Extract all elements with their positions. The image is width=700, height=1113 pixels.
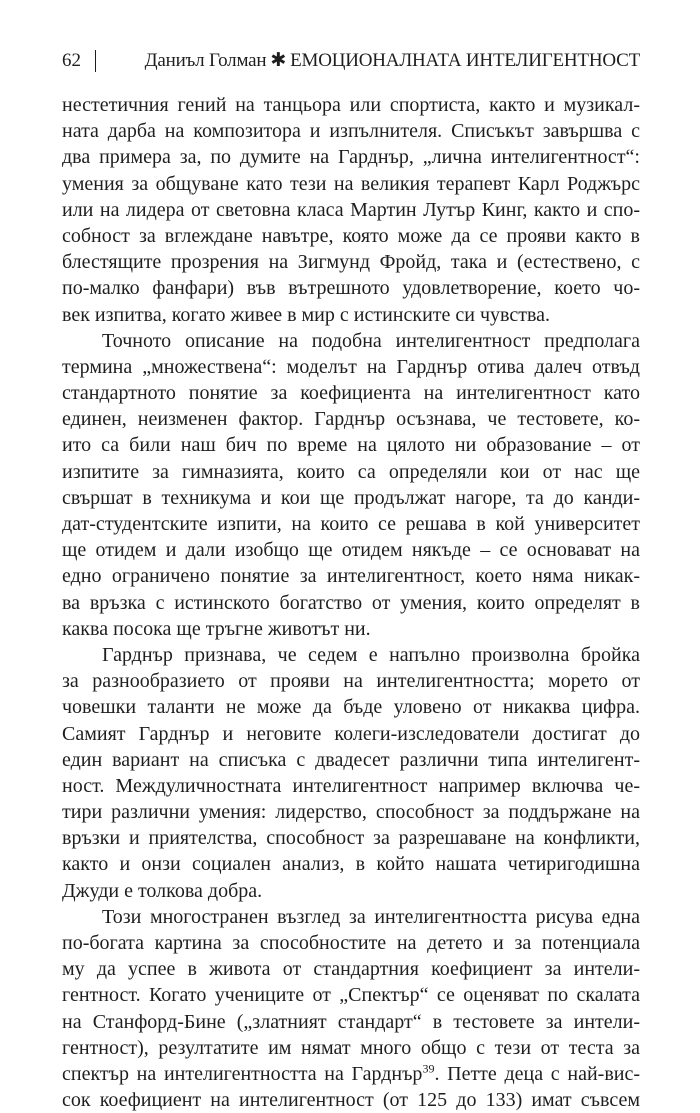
- text-line: му да успее в живота от стандартния коефициент за интели-: [62, 958, 640, 981]
- running-title: [145, 48, 640, 74]
- text-line: каква посока ще тръгне животът ни.: [62, 617, 371, 640]
- text-line: връзки и приятелства, способност за разрешаване на конфликти,: [62, 827, 640, 850]
- text-line: два примера за, по думите на Гарднър, „лична интелигентност“:: [62, 146, 640, 169]
- text-line: гентност), резултатите им нямат много общо с тези от теста за: [62, 1036, 640, 1059]
- text-line: по-богата картина за способностите на детето и за потенциала: [62, 932, 640, 954]
- text-segment: вис-: [604, 1062, 640, 1085]
- page-number: 62: [62, 50, 81, 71]
- text-line: дат-студентските изпити, на които се решава в кой университет: [62, 513, 640, 535]
- text-line: сок коефициент на интелигентност (от 125 до 133) имат съвсем: [62, 1089, 640, 1112]
- text-line: термина „множествена“: моделът на Гарднър отива далеч отвъд: [62, 355, 640, 378]
- text-line: ната дарба на композитора и изпълнителя. Списъкът завършва с: [62, 120, 640, 143]
- text-line-with-footnote: [62, 1061, 640, 1087]
- running-head: [62, 48, 640, 74]
- text-line: едно ограничено понятие за интелигентност, което няма никак-: [62, 565, 640, 588]
- text-line: ва връзка с истинското богатство от умения, които определят в: [62, 591, 640, 614]
- text-line: единен, неизменен фактор. Гарднър осъзнава, че тестовете, ко-: [62, 408, 640, 431]
- text-segment: спектър на интелигентността на Гарднър: [62, 1062, 423, 1085]
- body-text: [62, 92, 640, 1113]
- header-separator: ✱: [270, 50, 287, 71]
- text-line: по-малко фанфари) във вътрешното удовлетворение, което чо-: [62, 277, 640, 300]
- text-line: Джуди е толкова добра.: [62, 879, 263, 902]
- paragraph-start-line: Точното описание на подобна интелигентност предполага: [102, 329, 640, 352]
- text-line: един вариант на списъка с двадесет различни типа интелигент-: [62, 748, 640, 771]
- text-segment: . Петте деца с най-: [434, 1062, 605, 1085]
- text-line: свършат в техникума и кои ще продължат нагоре, та до канди-: [62, 486, 640, 509]
- text-line: изпитите за гимназията, които са определяли кои от нас ще: [62, 460, 640, 483]
- paragraph-start-line: Този многостранен възглед за интелигентността рисува една: [102, 905, 640, 928]
- text-line: собност за вглеждане навътре, която може да се прояви както в: [62, 224, 640, 247]
- footnote-reference[interactable]: 39: [422, 1061, 435, 1076]
- text-line: гентност. Когато учениците от „Спектър“ се оценяват по скалата: [62, 984, 640, 1007]
- text-line: както и онзи социален анализ, в който нашата четиригодишна: [62, 853, 640, 876]
- text-line: за разнообразието от прояви на интелигентността; морето от: [62, 670, 640, 693]
- text-line: ито са били наш бич по време на цялото ни образование – от: [62, 434, 640, 457]
- header-divider: [95, 50, 96, 72]
- paragraph-start-line: Гарднър признава, че седем е напълно произволна бройка: [102, 643, 640, 666]
- text-line: ще отидем и дали изобщо ще отидем някъде – се основават на: [62, 539, 640, 562]
- text-line: век изпитва, когато живее в мир с истинските си чувства.: [62, 303, 551, 326]
- text-line: умения за общуване като тези на великия терапевт Карл Роджърс: [62, 172, 640, 195]
- text-line: нестетичния гений на танцьора или спортиста, както и музикал-: [62, 94, 640, 116]
- text-line: блестящите прозрения на Зигмунд Фройд, така и (естествено, с: [62, 251, 640, 274]
- text-line: или на лидера от световна класа Мартин Лутър Кинг, както и спо-: [62, 198, 640, 221]
- book-title: ЕМОЦИОНАЛНАТА ИНТЕЛИГЕНТНОСТ: [290, 50, 640, 71]
- text-line: стандартното понятие за коефициента на интелигентност като: [62, 382, 640, 405]
- text-line: тири различни умения: лидерство, способност за поддържане на: [62, 801, 640, 824]
- text-line: ност. Междуличностната интелигентност например включва че-: [62, 774, 640, 797]
- text-line: на Станфорд-Бине („златният стандарт“ в тестовете за интели-: [62, 1010, 640, 1033]
- text-line: човешки таланти не може да бъде уловено от никаква цифра.: [62, 696, 640, 719]
- text-line: Самият Гарднър и неговите колеги-изследователи достигат до: [62, 722, 640, 745]
- author-name: Даниъл Голман: [144, 50, 267, 71]
